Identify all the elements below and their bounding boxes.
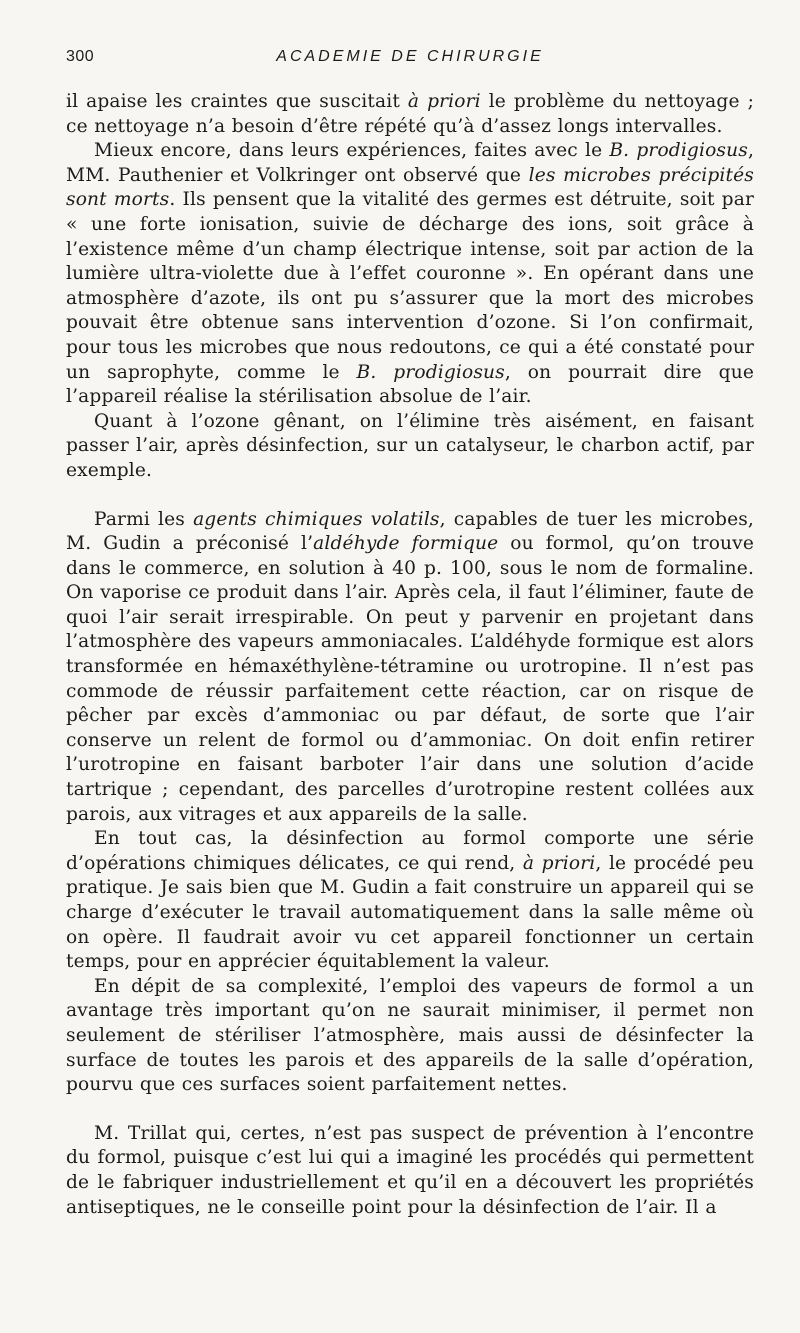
- body-text: [66, 90, 754, 1220]
- paragraph-ozone: Quant à l’ozone gênant, on l’élimine très aisément, en faisant passer l’air, après désinfection, sur un catalyseur, le charbon actif, par exemple.: [66, 410, 754, 481]
- paragraph-desinfection-formol: En tout cas, la désinfection au formol comporte une série d’opérations chimiques délicates, ce qui rend, à priori, le procédé peu pratique. Je sais bien que M. Gudin a fait construire un appareil qui se charge d’exécuter le travail automatiquement dans la salle même où on opère. Il faudrait avoir vu cet appareil fonctionner un certain temps, pour en apprécier équitablement la valeur.: [66, 828, 754, 973]
- document-page: [66, 0, 754, 1333]
- page-number: 300: [66, 48, 95, 65]
- page-header: [66, 48, 754, 72]
- paragraph-pauthenier-volkringer: Mieux encore, dans leurs expériences, faites avec le B. prodigiosus, MM. Pauthenier et Volkringer ont observé que les microbes précipités sont morts. Ils pensent que la vitalité des germes est détruite, soit par « une forte ionisation, suivie de décharge des ions, soit grâce à l’existence même d’un champ électrique intense, soit par action de la lumière ultra-violette due à l’effet couronne ». En opérant dans une atmosphère d’azote, ils ont pu s’assurer que la mort des microbes pouvait être obtenue sans intervention d’ozone. Si l’on confirmait, pour tous les microbes que nous redoutons, ce qui a été constaté pour un saprophyte, comme le B. prodigiosus, on pourrait dire que l’appareil réalise la stérilisation absolue de l’air.: [66, 140, 754, 408]
- running-title: ACADEMIE DE CHIRURGIE: [276, 48, 544, 65]
- paragraph-continuation: il apaise les craintes que suscitait à priori le problème du nettoyage ; ce nettoyage n’a besoin d’être répété qu’à d’assez longs intervalles.: [66, 91, 754, 137]
- paragraph-trillat: M. Trillat qui, certes, n’est pas suspect de prévention à l’encontre du formol, puisque c’est lui qui a imaginé les procédés qui permettent de le fabriquer industriellement et qu’il en a découvert les propriétés antiseptiques, ne le conseille point pour la désinfection de l’air. Il a: [66, 1122, 754, 1218]
- paragraph-agents-chimiques: Parmi les agents chimiques volatils, capables de tuer les microbes, M. Gudin a préconisé l’aldéhyde formique ou formol, qu’on trouve dans le commerce, en solution à 40 p. 100, sous le nom de formaline. On vaporise ce produit dans l’air. Après cela, il faut l’éliminer, faute de quoi l’air serait irrespirable. On peut y parvenir en projetant dans l’atmosphère des vapeurs ammoniacales. L’aldéhyde formique est alors transformée en hémaxéthylène-tétramine ou urotropine. Il n’est pas commode de réussir parfaitement cette réaction, car on risque de pêcher par excès d’ammoniac ou par défaut, de sorte que l’air conserve un relent de formol ou d’ammoniac. On doit enfin retirer l’urotropine en faisant barboter l’air dans une solution d’acide tartrique ; cependant, des parcelles d’urotropine restent collées aux parois, aux vitrages et aux appareils de la salle.: [66, 508, 754, 825]
- paragraph-complexite: En dépit de sa complexité, l’emploi des vapeurs de formol a un avantage très important qu’on ne saurait minimiser, il permet non seulement de stériliser l’atmosphère, mais aussi de désinfecter la surface de toutes les parois et des appareils de la salle d’opération, pourvu que ces surfaces soient parfaitement nettes.: [66, 975, 754, 1096]
